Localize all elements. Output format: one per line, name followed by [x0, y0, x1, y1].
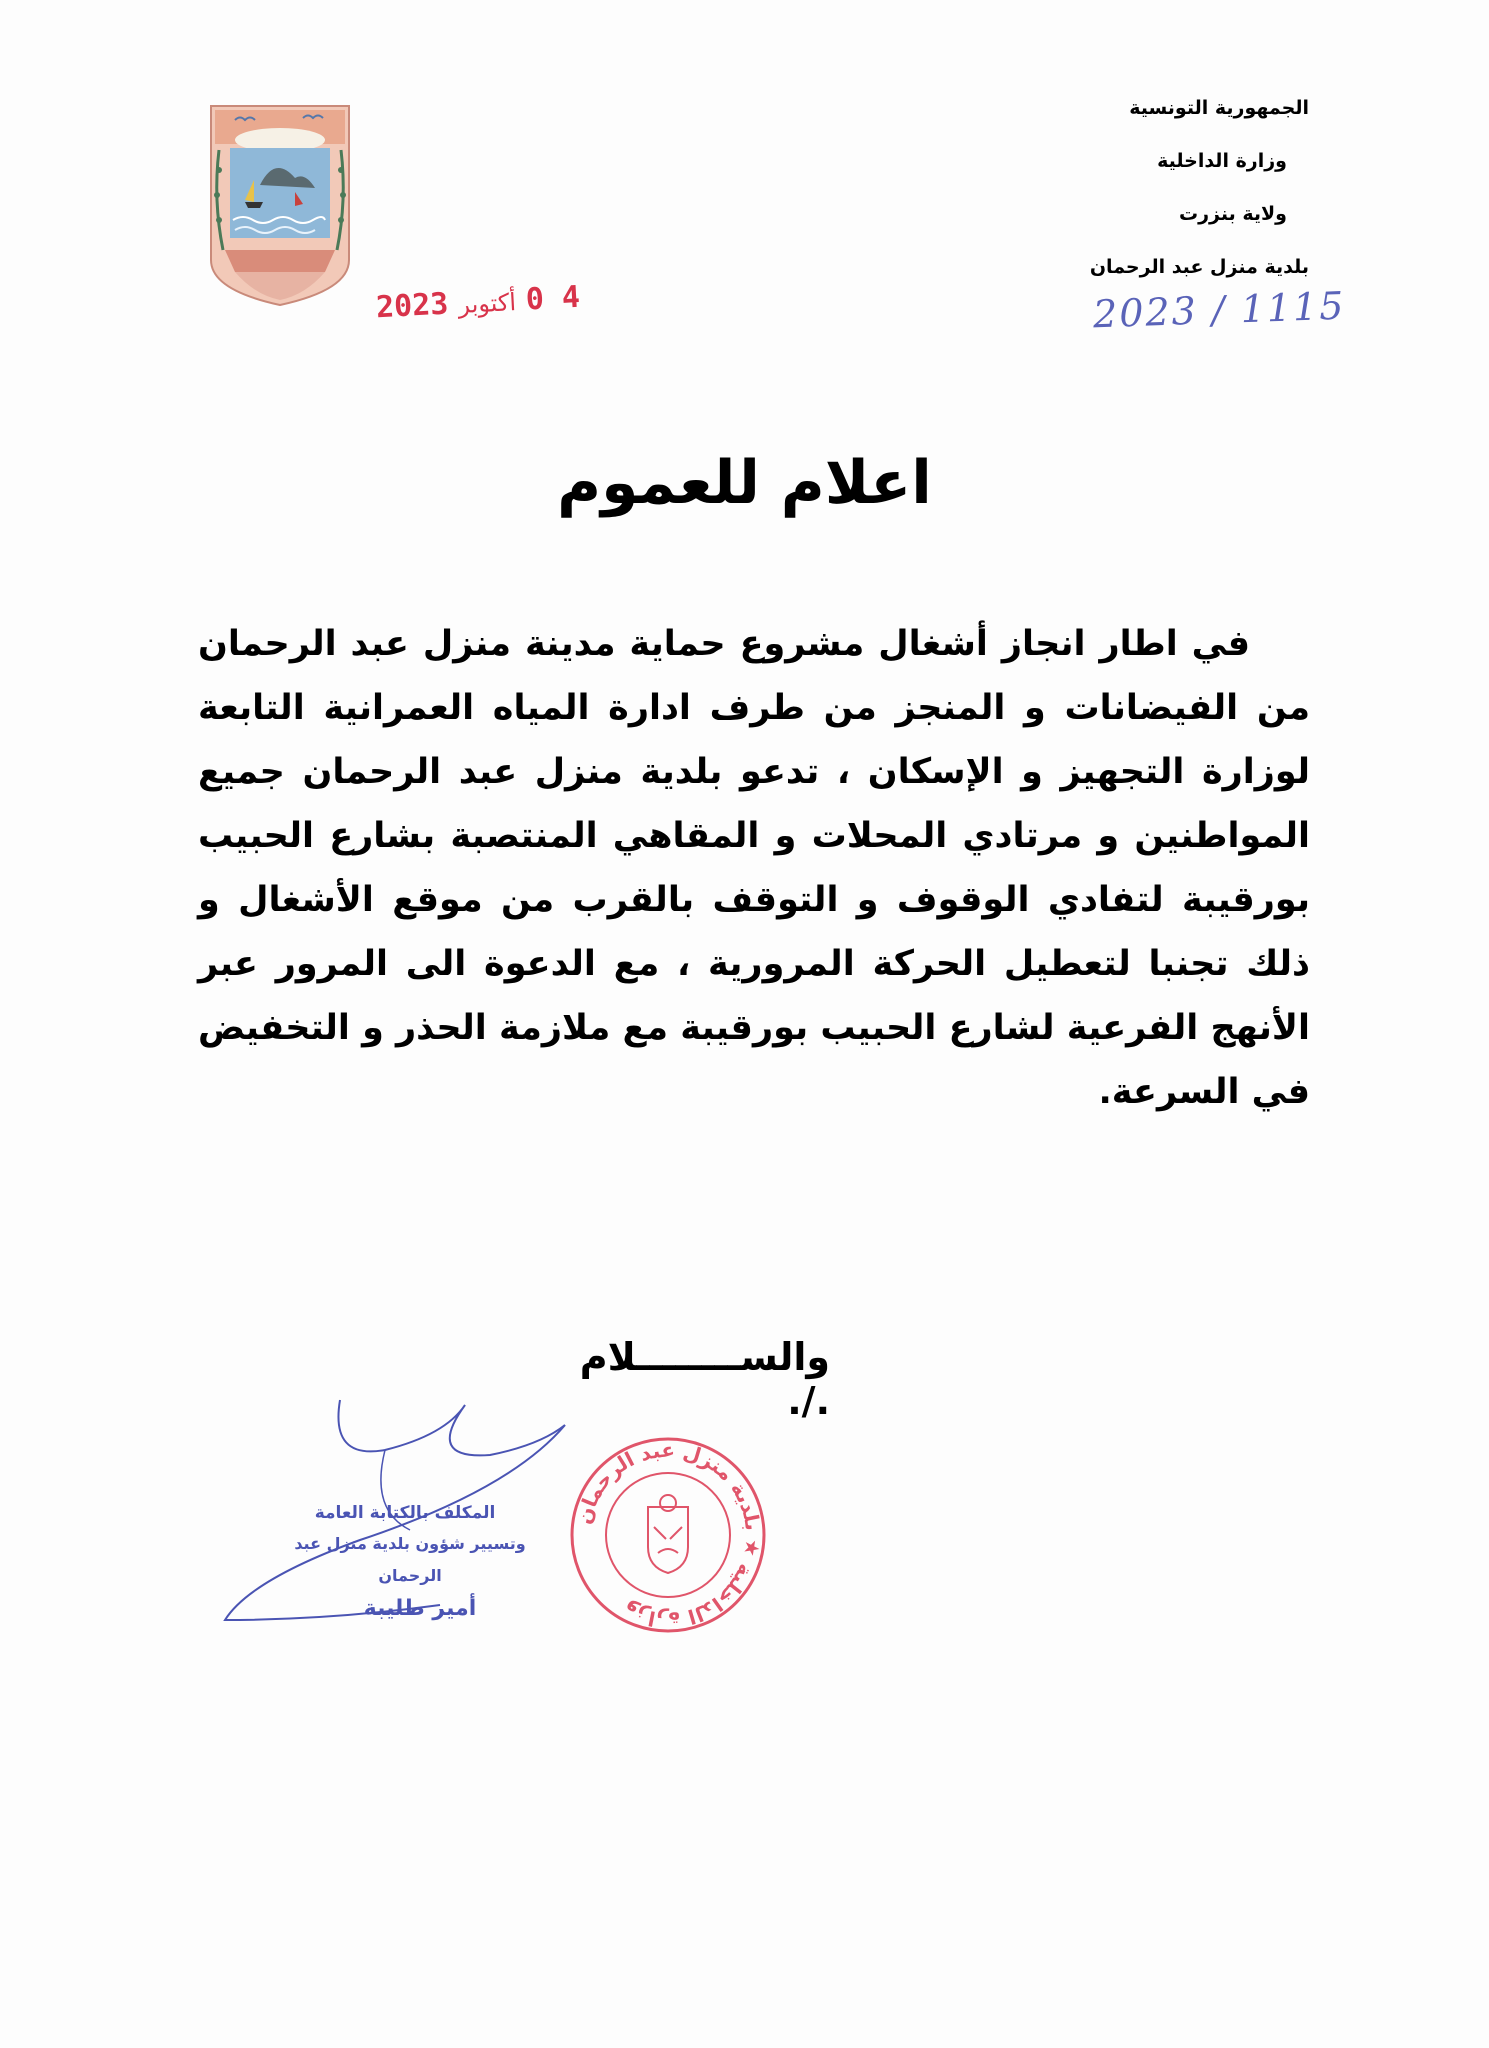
date-stamp-day: 0 4	[524, 279, 581, 318]
reference-number: 2023 / 1115	[1092, 283, 1347, 337]
seal-outer-text: وزارة الداخلية ★ بلدية منزل عبد الرحمان	[571, 1437, 766, 1633]
signature-role-line1: المكلف بالكتابة العامة	[314, 1503, 496, 1523]
signature-block	[270, 1498, 570, 1626]
letterhead	[949, 95, 1309, 280]
signatory-name: أمير طليبة	[363, 1596, 477, 1621]
date-stamp-year: 2023	[375, 286, 450, 326]
page-title: اعلام للعموم	[557, 448, 932, 518]
header-municipality: بلدية منزل عبد الرحمان	[1089, 256, 1309, 278]
date-stamp	[375, 280, 581, 326]
closing-salutation: والســــــــلام ./.	[579, 1335, 830, 1423]
date-stamp-month: أكتوبر	[457, 288, 517, 320]
signature-role-line2: وتسيير شؤون بلدية منزل عبد الرحمان	[294, 1534, 526, 1585]
header-ministry: وزارة الداخلية	[1157, 150, 1287, 172]
municipal-emblem-icon	[205, 100, 355, 310]
header-republic: الجمهورية التونسية	[1129, 97, 1309, 119]
announcement-body: في اطار انجاز أشغال مشروع حماية مدينة منزل عبد الرحمان من الفيضانات و المنجز من طرف ادارة المياه العمرانية التابعة لوزارة التجهيز و الإسكان ، تدعو بلدية منزل عبد الرحمان جميع المواطنين و مرتادي المحلات و المقاهي المنتصبة بشارع الحبيب بورقيبة لتفادي الوقوف و التوقف بالقرب من موقع الأشغال و ذلك تجنبا لتعطيل الحركة المرورية ، مع الدعوة الى المرور عبر الأنهج الفرعية لشارع الحبيب بورقيبة مع ملازمة الحذر و التخفيض في السرعة.	[198, 624, 1310, 1112]
official-seal-icon	[568, 1435, 768, 1635]
header-governorate: ولاية بنزرت	[1179, 203, 1287, 225]
